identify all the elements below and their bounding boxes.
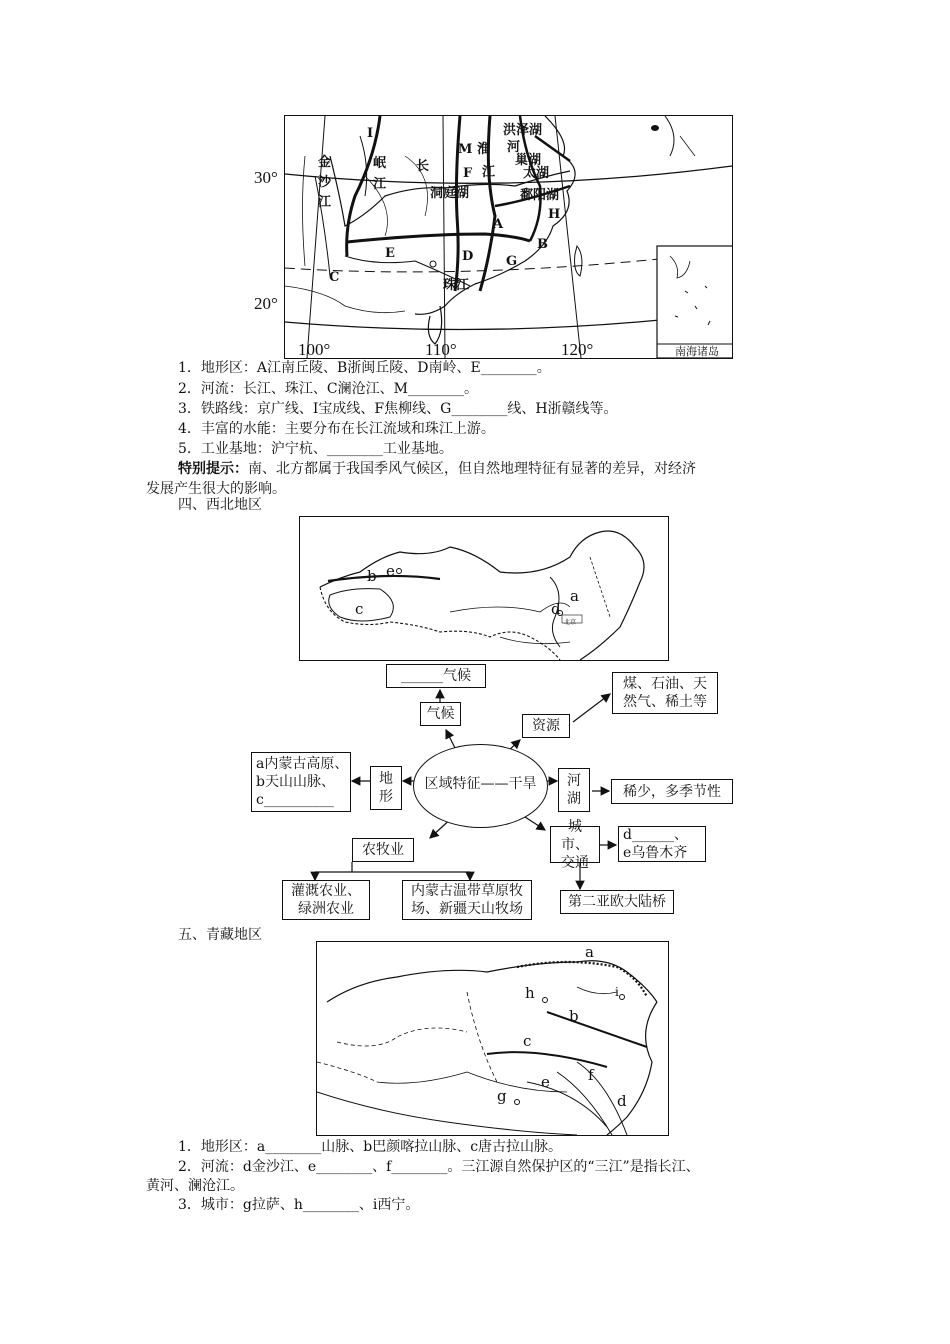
nw-label-b: b [367,567,377,585]
map-label-B: B [537,237,548,252]
resources-detail-text: 煤、石油、天然气、稀土等 [623,676,707,710]
nw-label-beijing: 北京 [564,619,577,626]
map-label-G: G [506,254,518,269]
northwest-map [299,516,669,661]
special-tip [178,460,696,479]
eurasia-bridge-text: 第二亚欧大陆桥 [568,894,666,910]
qt-item-3: 3．城市：g拉萨、h________、i西宁。 [178,1197,420,1213]
map-label-jiang1: 江 [318,195,332,210]
qt-label-h: h [525,984,535,1002]
qt-item-2: 2．河流：d金沙江、e________、f________。三江源自然保护区的“三江”是指长江、 [178,1159,700,1175]
terrain-detail-box [251,752,351,812]
qt-label-i: i [615,985,619,999]
pasture-box [402,880,532,920]
agriculture-text: 农牧业 [362,842,404,858]
city-detail-box [618,826,706,862]
map-label-jin: 金 [318,155,332,170]
resources-box [522,714,570,738]
qinghai-tibet-map [316,941,669,1136]
qt-label-e: e [541,1073,550,1091]
terrain-detail-b: b天山山脉、 [256,774,335,790]
map-label-he: 河 [507,140,521,155]
axis-label-100: 100° [298,340,331,359]
map-label-min: 岷 [373,156,387,171]
map-label-I: I [367,126,374,141]
map-label-hongze: 洪泽湖 [503,123,543,138]
terrain-detail-a: a内蒙古高原、 [256,756,349,772]
qt-item-1: 1．地形区：a________山脉、b巴颜喀拉山脉、c唐古拉山脉。 [178,1139,563,1155]
map-label-huai: 淮 [477,142,491,157]
nw-label-e: e [386,562,395,580]
map-label-sha: 沙 [318,175,332,190]
map-label-tai: 太湖 [523,166,550,181]
qt-label-a: a [585,943,594,961]
map-label-jiang3: 江 [482,165,496,180]
nw-label-c: c [355,600,364,618]
map-label-A: A [493,217,504,232]
city-detail-d: d______、 [623,827,688,843]
south-item-2: 2．河流：长江、珠江、C澜沧江、M________。 [178,381,478,397]
pasture-text: 内蒙古温带草原牧场、新疆天山牧场 [411,883,523,917]
axis-label-30: 30° [254,168,278,187]
rivers-detail-box [611,779,733,804]
special-tip-text: 南、北方都属于我国季风气候区，但自然地理特征有显著的差异，对经济 [248,461,696,477]
climate-type-text: ______气候 [401,668,471,684]
nw-label-d: d [551,600,561,618]
section-5-heading: 五、青藏地区 [178,927,262,943]
qt-item-2-cont: 黄河、澜沧江。 [146,1178,244,1194]
south-item-4: 4．丰富的水能：主要分布在长江流域和珠江上游。 [178,421,495,437]
climate-type-box [386,664,486,688]
region-feature-text: 区域特征——干旱 [424,776,537,792]
axis-label-110: 110° [425,340,457,359]
map-label-zhujiang: 珠江 [443,278,470,293]
terrain-text: 地形 [379,771,393,805]
map-label-E: E [385,246,395,261]
city-transport-text: 城市、交通 [561,818,589,871]
special-tip-cont: 发展产生很大的影响。 [146,481,286,497]
irrigation-box [282,880,370,920]
map-label-H: H [548,207,561,222]
south-china-map [284,115,733,359]
qt-label-d: d [617,1092,627,1110]
qt-label-g: g [497,1087,507,1105]
map-label-F: F [463,166,473,181]
south-item-3: 3．铁路线：京广线、I宝成线、F焦柳线、G________线、H浙赣线等。 [178,401,618,417]
special-tip-label: 特别提示： [178,461,248,477]
section-4-heading: 四、西北地区 [178,497,262,513]
south-item-5: 5．工业基地：沪宁杭、________工业基地。 [178,441,453,457]
axis-label-120: 120° [561,340,594,359]
rivers-text: 河湖 [567,773,581,807]
map-label-poyang: 鄱阳湖 [520,188,560,203]
qt-label-c: c [523,1032,532,1050]
eurasia-bridge-box [560,890,674,914]
map-label-chao: 巢湖 [515,153,542,168]
agriculture-box [352,838,414,862]
qinghai-tibet-map-drawing [317,942,668,1135]
map-label-C: C [329,270,340,285]
map-label-chang: 长 [416,159,430,174]
nw-label-a: a [570,587,579,605]
resources-text: 资源 [532,718,560,734]
city-transport-box [550,818,600,871]
terrain-detail-c: c__________ [256,792,334,808]
irrigation-text: 灌溉农业、绿洲农业 [291,883,361,917]
terrain-box [370,766,402,810]
resources-detail-box [612,672,718,714]
northwest-map-drawing [300,517,668,660]
axis-label-20: 20° [254,294,278,313]
city-detail-e: e乌鲁木齐 [623,845,688,861]
climate-text: 气候 [426,706,455,722]
south-item-1: 1．地形区：A江南丘陵、B浙闽丘陵、D南岭、E________。 [178,360,551,376]
rivers-detail-text: 稀少，多季节性 [623,783,721,800]
map-label-jiang2: 江 [373,177,387,192]
map-label-M: M [458,142,473,157]
map-label-nanhai: 南海诸岛 [675,345,719,358]
rivers-box [558,768,590,812]
map-label-dongting: 洞庭湖 [430,186,470,201]
climate-box [420,702,461,726]
map-label-D: D [462,249,474,264]
qt-label-b: b [569,1007,579,1025]
qt-label-f: f [588,1066,594,1084]
